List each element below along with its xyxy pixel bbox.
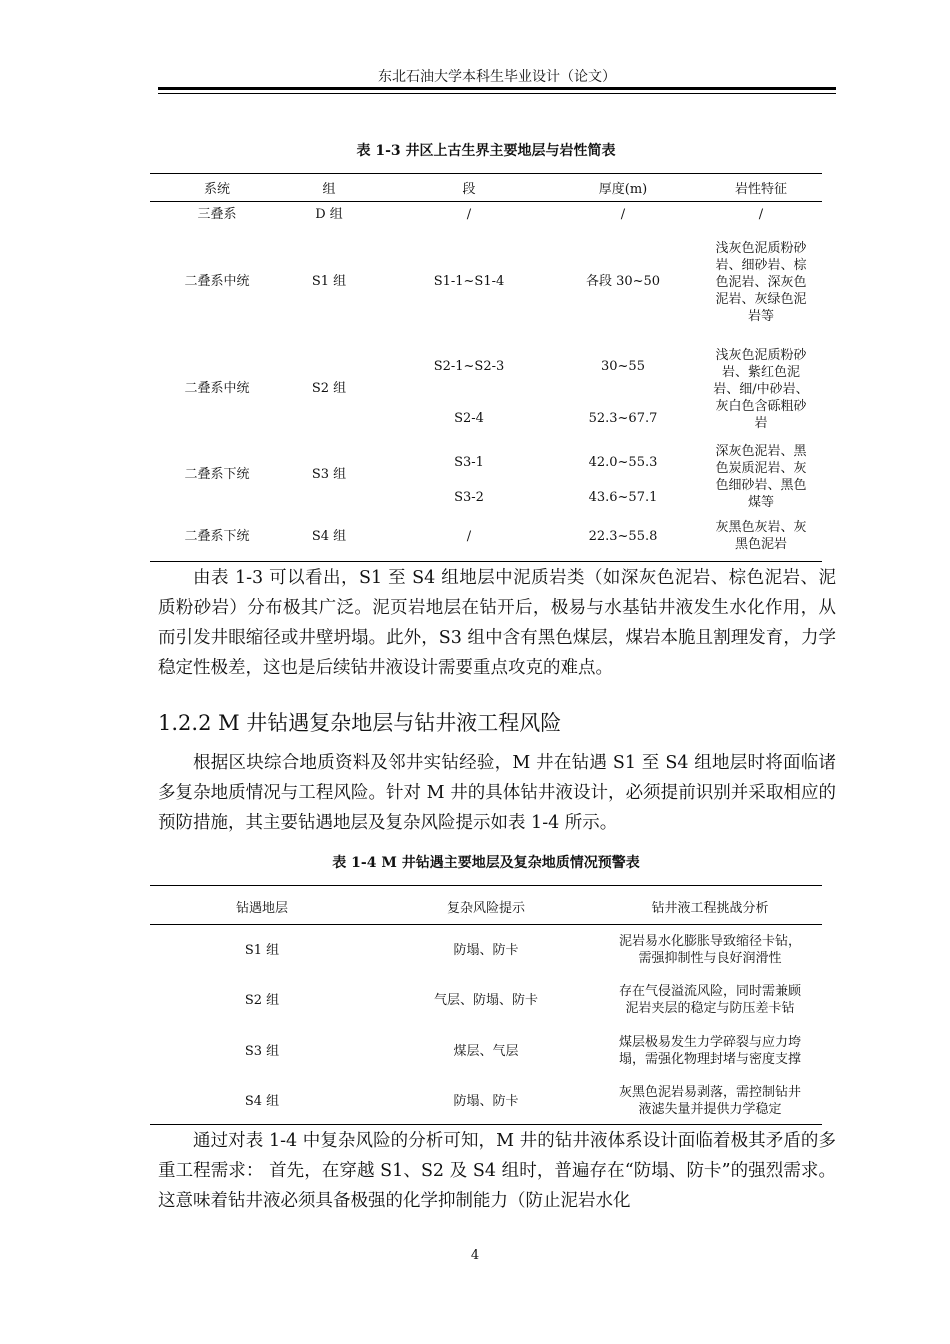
- table-row-segment: /: [466, 529, 472, 544]
- table-row-layer: S2 组: [244, 993, 280, 1008]
- table-1-3-top-rule: [150, 173, 822, 174]
- table-1-3-header-thickness: 厚度(m): [598, 182, 648, 197]
- table-row-risk: 防塌、防卡: [453, 943, 519, 958]
- table-row-system: 三叠系: [197, 207, 237, 222]
- section-heading: 1.2.2 M 井钻遇复杂地层与钻井液工程风险: [158, 711, 562, 735]
- header-rule-thick: [158, 87, 836, 90]
- table-row-analysis: 泥岩易水化膨胀导致缩径卡钻， 需强抑制性与良好润滑性: [618, 934, 801, 966]
- table-1-3-header-segment: 段: [462, 182, 476, 197]
- table-1-3-header-lithology: 岩性特征: [734, 182, 787, 197]
- table-row-group: S3 组: [311, 467, 347, 482]
- table-row-risk: 防塌、防卡: [453, 1094, 519, 1109]
- table-1-4-header-risk: 复杂风险提示: [446, 901, 525, 916]
- table-row-group: D 组: [315, 207, 343, 222]
- body-paragraph: 根据区块综合地质资料及邻井实钻经验，M 井在钻遇 S1 至 S4 组地层时将面临诸多复杂地质情况与工程风险。针对 M 井的具体钻井液设计，必须提前识别并采取相应的预防措施，其主要钻遇地层及复杂风险提示如表 1-4 所示。: [158, 753, 836, 833]
- table-row-lithology: 浅灰色泥质粉砂 岩、紫红色泥 岩、细/中砂岩、 灰白色含砾粗砂 岩: [713, 348, 809, 431]
- table-1-4-bottom-rule: [150, 1124, 822, 1125]
- table-row-system: 二叠系中统: [184, 381, 250, 396]
- table-row-group: S1 组: [311, 274, 347, 289]
- table-row-segment: S1-1~S1-4: [433, 274, 505, 289]
- table-1-4-header-layer: 钻遇地层: [235, 901, 288, 916]
- table-1-3-header-rule: [150, 201, 822, 202]
- table-row-thickness: 各段 30~50: [585, 274, 661, 289]
- table-row-segment: S3-2: [454, 490, 484, 505]
- table-row-segment: /: [466, 207, 472, 222]
- table-row-segment: S2-4: [454, 411, 484, 426]
- table-row-thickness: 52.3~67.7: [588, 411, 658, 426]
- body-paragraph: 通过对表 1-4 中复杂风险的分析可知，M 井的钻井液体系设计面临着极其矛盾的多重工程需求： 首先，在穿越 S1、S2 及 S4 组时，普遍存在“防塌、防卡”的强烈需求。这意味着钻井液必须具备极强的化学抑制能力（防止泥岩水化: [158, 1131, 836, 1211]
- table-row-layer: S4 组: [244, 1094, 280, 1109]
- table-1-4-header-rule: [150, 924, 822, 925]
- table-row-risk: 气层、防塌、防卡: [433, 993, 538, 1008]
- table-1-3-bottom-rule: [150, 561, 822, 562]
- table-row-lithology: 浅灰色泥质粉砂 岩、细砂岩、棕 色泥岩、深灰色 泥岩、灰绿色泥 岩等: [715, 241, 807, 324]
- page-number: 4: [470, 1248, 480, 1263]
- table-row-layer: S3 组: [244, 1044, 280, 1059]
- table-1-3-caption: 表 1-3 井区上古生界主要地层与岩性简表: [356, 143, 616, 159]
- table-row-lithology: 深灰色泥岩、黑 色炭质泥岩、灰 色细砂岩、黑色 煤等: [715, 444, 807, 510]
- table-1-4-header-analysis: 钻井液工程挑战分析: [651, 901, 769, 916]
- table-1-4-top-rule: [150, 885, 822, 886]
- table-row-segment: S3-1: [454, 455, 484, 470]
- table-row-lithology: /: [758, 207, 764, 222]
- table-row-thickness: 30~55: [601, 359, 645, 374]
- table-row-analysis: 煤层极易发生力学碎裂与应力垮 塌，需强化物理封堵与密度支撑: [618, 1035, 801, 1067]
- body-paragraph: 由表 1-3 可以看出，S1 至 S4 组地层中泥质岩类（如深灰色泥岩、棕色泥岩、泥质粉砂岩）分布极其广泛。泥页岩地层在钻开后，极易与水基钻井液发生水化作用，从而引发井眼缩径或井壁坍塌。此外，S3 组中含有黑色煤层，煤岩本脆且割理发育，力学稳定性极差，这也是后续钻井液设计需要重点攻克的难点。: [158, 568, 836, 678]
- table-row-lithology: 灰黑色灰岩、灰 黑色泥岩: [715, 520, 807, 552]
- header-rule-thin: [158, 93, 836, 94]
- running-header: 东北石油大学本科生毕业设计（论文）: [378, 69, 616, 85]
- table-row-analysis: 灰黑色泥岩易剥落，需控制钻井 液滤失量并提供力学稳定: [618, 1085, 801, 1117]
- table-row-analysis: 存在气侵溢流风险，同时需兼顾 泥岩夹层的稳定与防压差卡钻: [618, 984, 801, 1016]
- table-1-4-caption: 表 1-4 M 井钻遇主要地层及复杂地质情况预警表: [332, 855, 640, 871]
- table-1-3-header-system: 系统: [203, 182, 230, 197]
- table-row-thickness: 43.6~57.1: [588, 490, 658, 505]
- table-row-group: S4 组: [311, 529, 347, 544]
- table-row-thickness: 22.3~55.8: [588, 529, 658, 544]
- table-row-system: 二叠系中统: [184, 274, 250, 289]
- table-row-system: 二叠系下统: [184, 467, 250, 482]
- table-1-3-header-group: 组: [322, 182, 336, 197]
- table-row-thickness: /: [620, 207, 626, 222]
- table-row-thickness: 42.0~55.3: [588, 455, 658, 470]
- table-row-layer: S1 组: [244, 943, 280, 958]
- table-row-segment: S2-1~S2-3: [433, 359, 505, 374]
- table-row-system: 二叠系下统: [184, 529, 250, 544]
- table-row-group: S2 组: [311, 381, 347, 396]
- table-row-risk: 煤层、气层: [453, 1044, 519, 1059]
